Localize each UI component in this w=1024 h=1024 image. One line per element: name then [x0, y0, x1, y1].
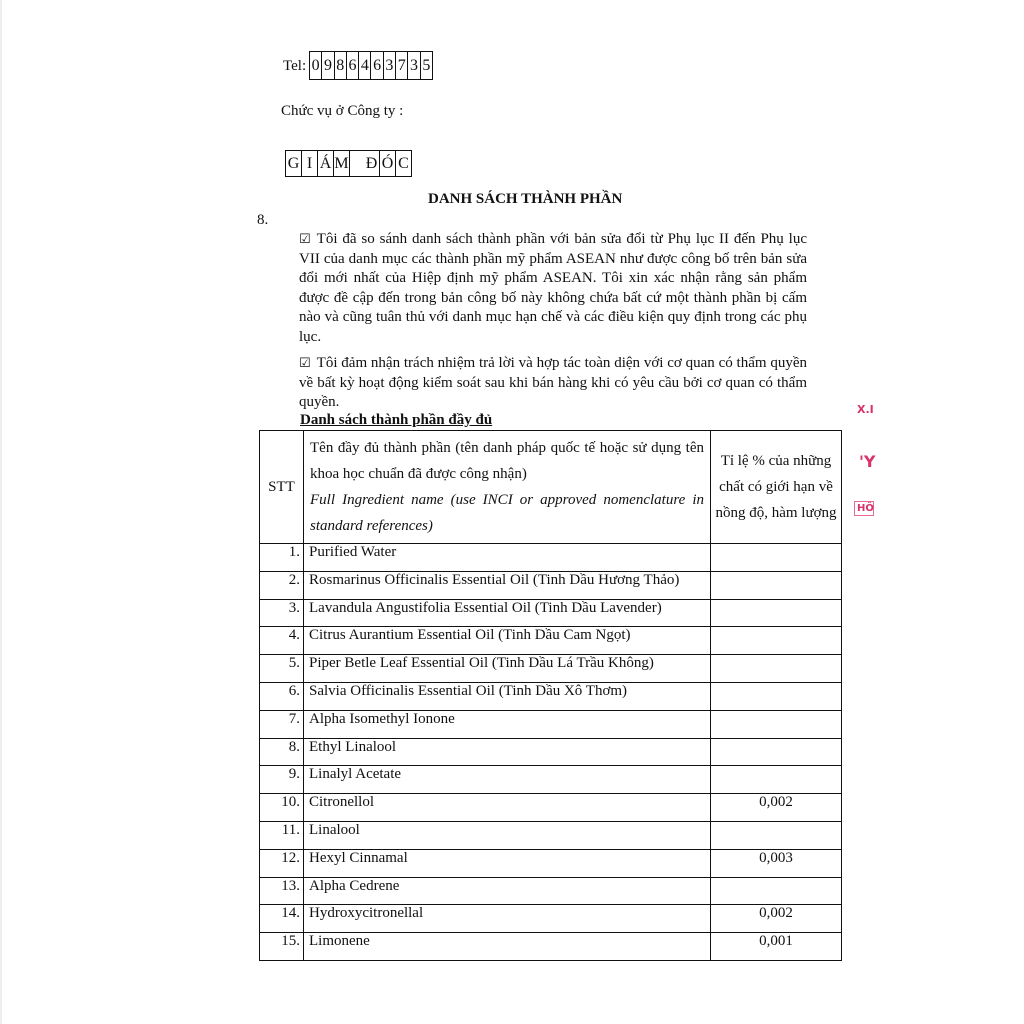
position-letter: Ó: [380, 151, 396, 176]
ingredient-name: Purified Water: [304, 544, 711, 572]
ingredient-name: Linalool: [304, 821, 711, 849]
scan-edge: [0, 0, 2, 1024]
row-number: 1.: [260, 544, 304, 572]
table-row: [260, 766, 842, 794]
stamp-fragment: HÔ: [854, 501, 874, 516]
ingredient-name: Ethyl Linalool: [304, 738, 711, 766]
position-label: Chức vụ ở Công ty :: [281, 103, 404, 119]
table-row: [260, 655, 842, 683]
declaration-text-2: Tôi đảm nhận trách nhiệm trả lời và hợp tác toàn diện với cơ quan có thẩm quyền về bất kỳ hoạt động kiểm soát sau khi bán hàng khi có yêu cầu bởi cơ quan có thẩm quyền.: [299, 355, 807, 411]
position-letter-gap: [350, 151, 364, 176]
header-percent: Tỉ lệ % của những chất có giới hạn về nồng độ, hàm lượng: [711, 431, 842, 544]
tel-digit: 9: [322, 52, 334, 79]
position-letter: G: [286, 151, 302, 176]
row-number: 10.: [260, 794, 304, 822]
ingredient-name: Citrus Aurantium Essential Oil (Tinh Dầu Cam Ngọt): [304, 627, 711, 655]
ingredient-percent: [711, 627, 842, 655]
ingredient-name: Alpha Cedrene: [304, 877, 711, 905]
ingredient-percent: [711, 544, 842, 572]
table-row: [260, 821, 842, 849]
header-name-vi: Tên đầy đủ thành phần (tên danh pháp quốc tế hoặc sử dụng tên khoa học chuẩn đã được công nhận): [310, 440, 704, 482]
ingredient-percent: 0,002: [711, 794, 842, 822]
header-name-en: Full Ingredient name (use INCI or approved nomenclature in standard references): [310, 492, 704, 534]
position-letter: Á: [318, 151, 334, 176]
row-number: 3.: [260, 599, 304, 627]
row-number: 11.: [260, 821, 304, 849]
row-number: 15.: [260, 933, 304, 961]
ingredient-percent: [711, 738, 842, 766]
row-number: 9.: [260, 766, 304, 794]
table-row: [260, 627, 842, 655]
section-title: DANH SÁCH THÀNH PHẦN: [428, 191, 623, 207]
tel-digit: 0: [310, 52, 322, 79]
tel-digit: 8: [335, 52, 347, 79]
tel-digit: 3: [384, 52, 396, 79]
tel-digit: 7: [396, 52, 408, 79]
declaration-paragraph-2: [299, 354, 807, 413]
stamp-fragment: 'Y: [859, 452, 876, 471]
table-row: [260, 905, 842, 933]
table-row: [260, 571, 842, 599]
ingredient-percent: 0,001: [711, 933, 842, 961]
position-letter: I: [302, 151, 318, 176]
section-number: 8.: [257, 212, 269, 228]
tel-digit: 5: [422, 56, 431, 74]
tel-digit: 6: [347, 52, 359, 79]
ingredient-name: Rosmarinus Officinalis Essential Oil (Tinh Dầu Hương Thảo): [304, 571, 711, 599]
position-letter: C: [398, 154, 409, 172]
position-letter: M: [334, 151, 350, 176]
tel-digit: 4: [359, 52, 371, 79]
table-row: [260, 682, 842, 710]
ingredient-name: Lavandula Angustifolia Essential Oil (Tinh Dầu Lavender): [304, 599, 711, 627]
row-number: 12.: [260, 849, 304, 877]
ingredient-name: Linalyl Acetate: [304, 766, 711, 794]
ingredient-percent: [711, 599, 842, 627]
ingredient-name: Limonene: [304, 933, 711, 961]
ingredient-percent: [711, 571, 842, 599]
declaration-paragraph-1: [299, 230, 807, 348]
ingredient-percent: [711, 877, 842, 905]
stamp-fragment: X.I: [857, 403, 874, 416]
table-row: [260, 738, 842, 766]
row-number: 5.: [260, 655, 304, 683]
ingredient-name: Salvia Officinalis Essential Oil (Tinh Dầu Xô Thơm): [304, 682, 711, 710]
ingredient-percent: [711, 682, 842, 710]
ingredient-percent: 0,003: [711, 849, 842, 877]
ingredient-name: Hydroxycitronellal: [304, 905, 711, 933]
declaration-text-1: Tôi đã so sánh danh sách thành phần với bản sửa đổi từ Phụ lục II đến Phụ lục VII của danh mục các thành phần mỹ phẩm ASEAN như được công bố trên bản sửa đổi mới nhất của Hiệp định mỹ phẩm ASEAN. Tôi xin xác nhận rằng sản phẩm được đề cập đến trong bản công bố này không chứa bất cứ một thành phần bị cấm nào và cũng tuân thủ với danh mục hạn chế và các điều kiện quy định trong các phụ lục.: [299, 231, 807, 345]
row-number: 13.: [260, 877, 304, 905]
row-number: 7.: [260, 710, 304, 738]
row-number: 14.: [260, 905, 304, 933]
ingredient-list-title: Danh sách thành phần đầy đủ: [300, 412, 493, 428]
ingredient-percent: 0,002: [711, 905, 842, 933]
row-number: 4.: [260, 627, 304, 655]
table-row: [260, 599, 842, 627]
ingredient-table: [259, 430, 842, 961]
ingredient-name: Citronellol: [304, 794, 711, 822]
checked-box-icon: ☑: [299, 356, 311, 371]
tel-label: Tel:: [283, 58, 307, 74]
row-number: 2.: [260, 571, 304, 599]
position-letter-boxes: [285, 150, 412, 177]
tel-digit: 6: [371, 52, 383, 79]
table-row: [260, 877, 842, 905]
tel-digit-boxes: [309, 51, 433, 80]
ingredient-name: Alpha Isomethyl Ionone: [304, 710, 711, 738]
ingredient-name: Piper Betle Leaf Essential Oil (Tinh Dầu Lá Trầu Không): [304, 655, 711, 683]
header-stt: STT: [260, 431, 304, 544]
table-row: [260, 849, 842, 877]
checked-box-icon: ☑: [299, 232, 311, 247]
header-name: [304, 431, 711, 544]
table-row: [260, 794, 842, 822]
table-header-row: [260, 431, 842, 544]
ingredient-percent: [711, 766, 842, 794]
row-number: 8.: [260, 738, 304, 766]
ingredient-percent: [711, 821, 842, 849]
row-number: 6.: [260, 682, 304, 710]
table-row: [260, 710, 842, 738]
tel-digit: 3: [408, 52, 420, 79]
ingredient-percent: [711, 710, 842, 738]
ingredient-percent: [711, 655, 842, 683]
table-row: [260, 544, 842, 572]
ingredient-name: Hexyl Cinnamal: [304, 849, 711, 877]
table-row: [260, 933, 842, 961]
position-letter: Đ: [364, 151, 380, 176]
